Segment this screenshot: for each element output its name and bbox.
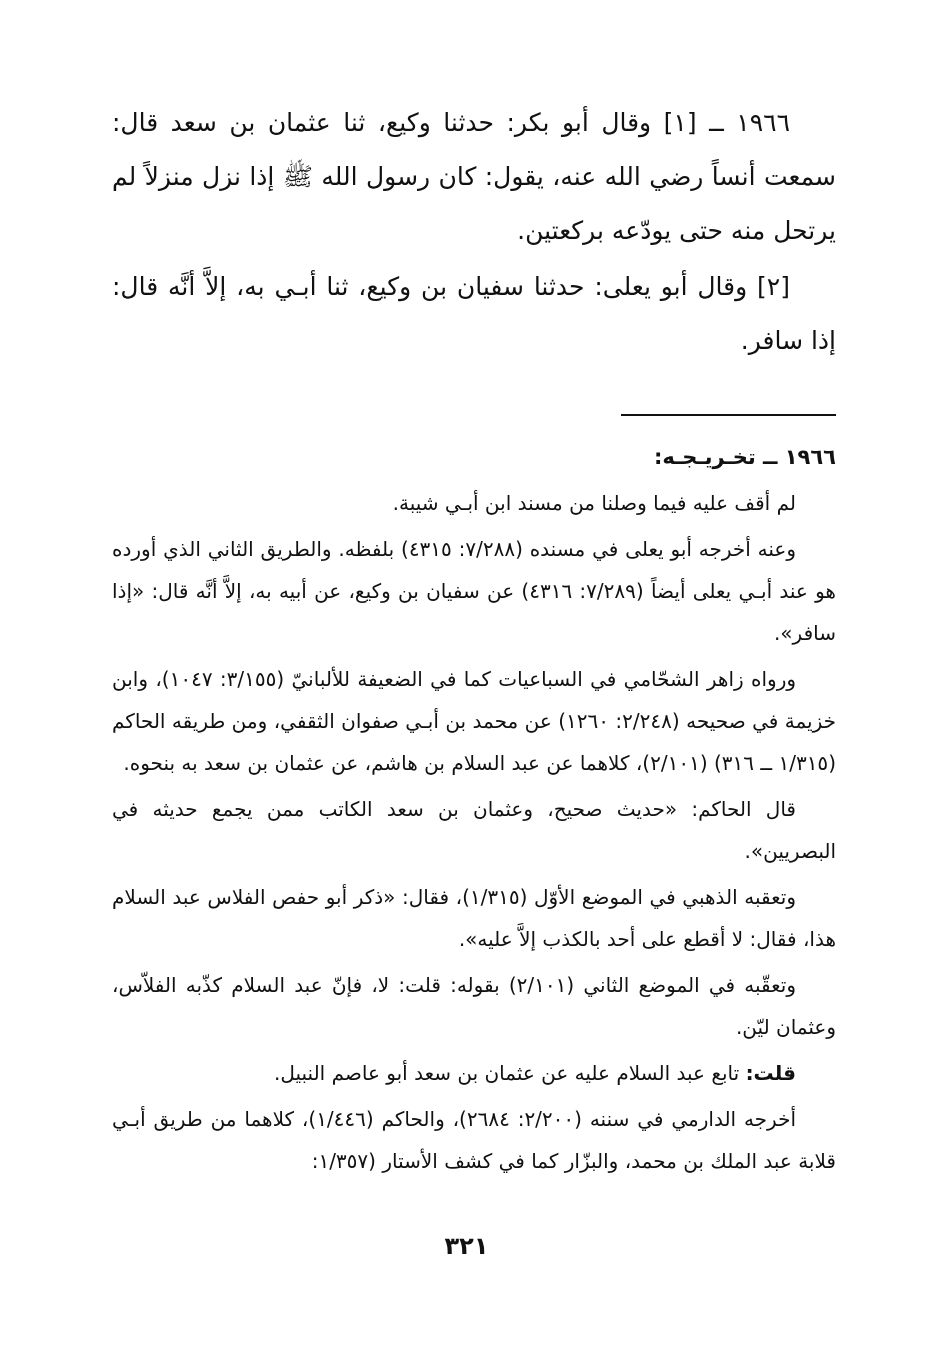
note-paragraph-4: قال الحاكم: «حديث صحيح، وعثمان بن سعد الكاتب ممن يجمع حديثه في البصريين». [112, 797, 836, 863]
note-paragraph-1: لم أقف عليه فيما وصلنا من مسند ابن أبـي شيبة. [392, 491, 796, 515]
page-number: ٣٢١ [444, 1232, 489, 1260]
note-paragraph-qult [112, 1052, 836, 1094]
footnote-divider [621, 414, 836, 416]
note-paragraph-last: أخرجه الدارمي في سننه (٢/٢٠٠: ٢٦٨٤)، والحاكم (١/٤٤٦)، كلاهما من طريق أبـي قلابة عبد الملك بن محمد، والبزّار كما في كشف الأستار (١/٣٥٧: [112, 1107, 836, 1173]
footnotes [112, 436, 836, 1182]
takhrij-heading: ١٩٦٦ ــ تخـريـجـه: [653, 445, 836, 469]
qult-label: قلت: [745, 1061, 796, 1085]
note-paragraph-2: وعنه أخرجه أبو يعلى في مسنده (٧/٢٨٨: ٤٣١٥) بلفظه. والطريق الثاني الذي أورده هو عند أبـي يعلى أيضاً (٧/٢٨٩: ٤٣١٦) عن سفيان بن وكيع، عن أبيه به، إلاَّ أنَّه قال: «إذا سافر». [112, 537, 836, 645]
hadith-paragraph-2: [٢] وقال أبو يعلى: حدثنا سفيان بن وكيع، ثنا أبـي به، إلاَّ أنَّه قال: إذا سافر. [112, 272, 836, 355]
page-body [112, 96, 836, 1336]
hadith-paragraph-1: ١٩٦٦ ــ [١] وقال أبو بكر: حدثنا وكيع، ثنا عثمان بن سعد قال: سمعت أنساً رضي الله عنه، يقول: كان رسول الله ﷺ إذا نزل منزلاً لم يرتحل منه حتى يودّعه بركعتين. [112, 108, 836, 245]
note-paragraph-5: وتعقبه الذهبي في الموضع الأوّل (١/٣١٥)، فقال: «ذكر أبو حفص الفلاس عبد السلام هذا، فقال: لا أقطع على أحد بالكذب إلاَّ عليه». [112, 885, 836, 951]
qult-text: تابع عبد السلام عليه عن عثمان بن سعد أبو عاصم النبيل. [273, 1061, 746, 1085]
note-paragraph-3: ورواه زاهر الشحّامي في السباعيات كما في الضعيفة للألبانيّ (٣/١٥٥: ١٠٤٧)، وابن خزيمة في صحيحه (٢/٢٤٨: ١٢٦٠) عن محمد بن أبـي صفوان الثقفي، ومن طريقه الحاكم (١/٣١٥ ــ ٣١٦) (٢/١٠١)، كلاهما عن عبد السلام بن هاشم، عن عثمان بن سعد به بنحوه. [112, 667, 836, 775]
main-text [112, 96, 836, 368]
note-paragraph-6: وتعقّبه في الموضع الثاني (٢/١٠١) بقوله: قلت: لا، فإنّ عبد السلام كذّبه الفلاّس، وعثمان ليّن. [112, 973, 836, 1039]
